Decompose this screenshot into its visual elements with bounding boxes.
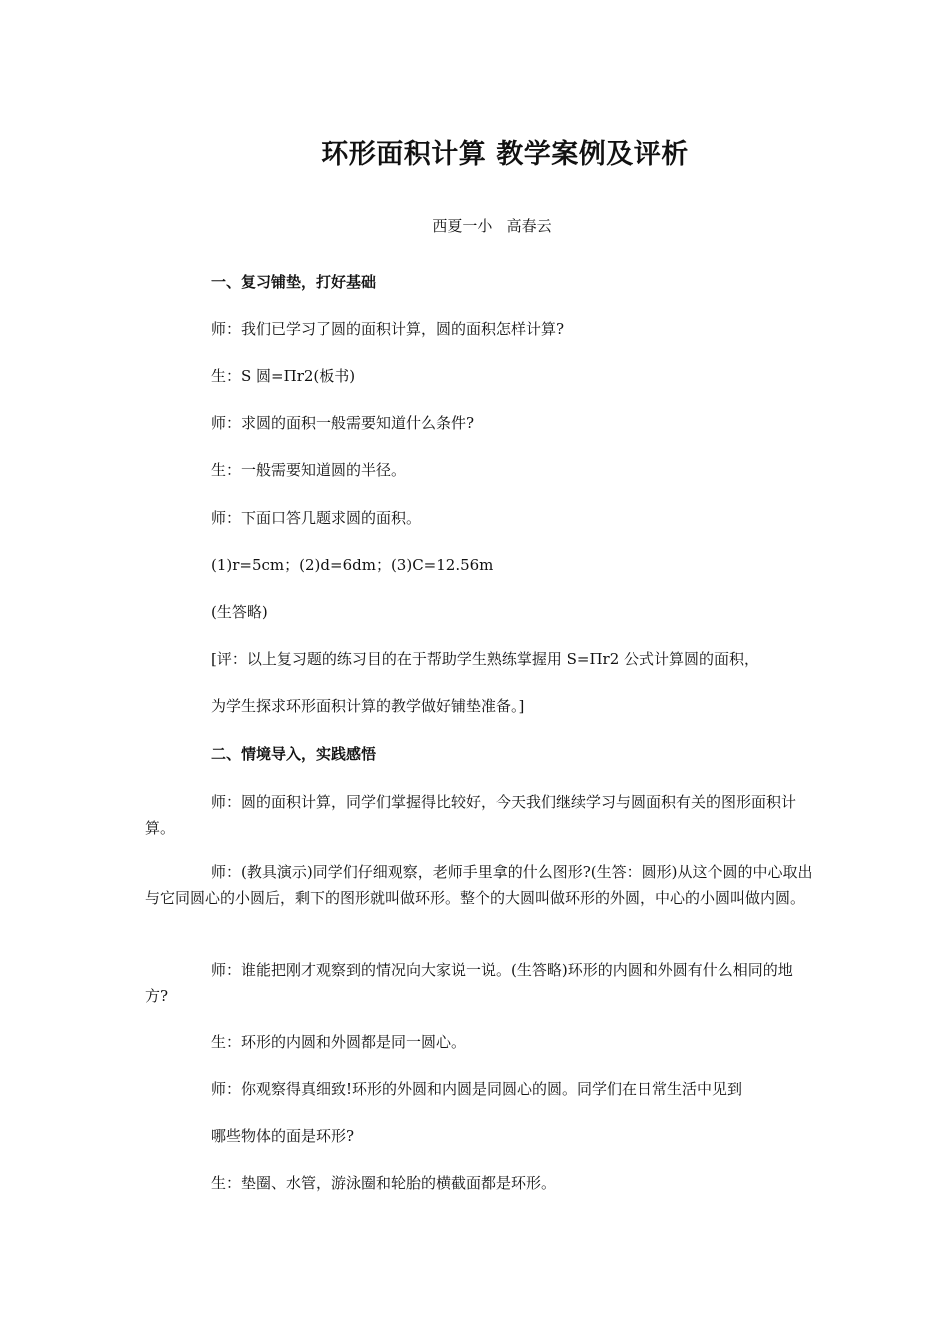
document-title: 环形面积计算 教学案例及评析 (321, 139, 689, 170)
paragraph: 师：谁能把刚才观察到的情况向大家说一说。(生答略)环形的内圆和外圆有什么相同的地方? (145, 961, 793, 1005)
dialogue-line: 哪些物体的面是环形? (211, 1127, 355, 1145)
dialogue-line: 生：环形的内圆和外圆都是同一圆心。 (211, 1033, 467, 1051)
paragraph: 师：圆的面积计算，同学们掌握得比较好，今天我们继续学习与圆面积有关的图形面积计算。 (145, 793, 797, 837)
commentary-line: [评：以上复习题的练习目的在于帮助学生熟练掌握用 S=Πr2 公式计算圆的面积， (211, 650, 760, 668)
dialogue-line: 生：S 圆=Πr2(板书) (211, 367, 356, 385)
dialogue-line: 师：求圆的面积一般需要知道什么条件? (211, 414, 475, 432)
dialogue-line: 生：垫圈、水管，游泳圈和轮胎的横截面都是环形。 (211, 1174, 557, 1192)
section-heading-1: 一、复习铺垫，打好基础 (211, 273, 377, 291)
exercise-line: (1)r=5cm；(2)d=6dm；(3)C=12.56m (211, 556, 494, 574)
section-heading-2: 二、情境导入，实践感悟 (211, 745, 377, 763)
document-author: 西夏一小 高春云 (432, 217, 552, 235)
dialogue-line: 生：一般需要知道圆的半径。 (211, 461, 407, 479)
dialogue-line: 师：我们已学习了圆的面积计算，圆的面积怎样计算? (211, 320, 565, 338)
paragraph: 师：(教具演示)同学们仔细观察，老师手里拿的什么图形?(生答：圆形)从这个圆的中心取出与它同圆心的小圆后，剩下的图形就叫做环形。整个的大圆叫做环形的外圆，中心的小圆叫做内圆。 (145, 863, 813, 907)
dialogue-line: 师：下面口答几题求圆的面积。 (211, 509, 422, 527)
commentary-line: 为学生探求环形面积计算的教学做好铺垫准备。] (211, 697, 525, 715)
dialogue-line: (生答略) (211, 603, 268, 621)
dialogue-line: 师：你观察得真细致!环形的外圆和内圆是同圆心的圆。同学们在日常生活中见到 (211, 1080, 743, 1098)
